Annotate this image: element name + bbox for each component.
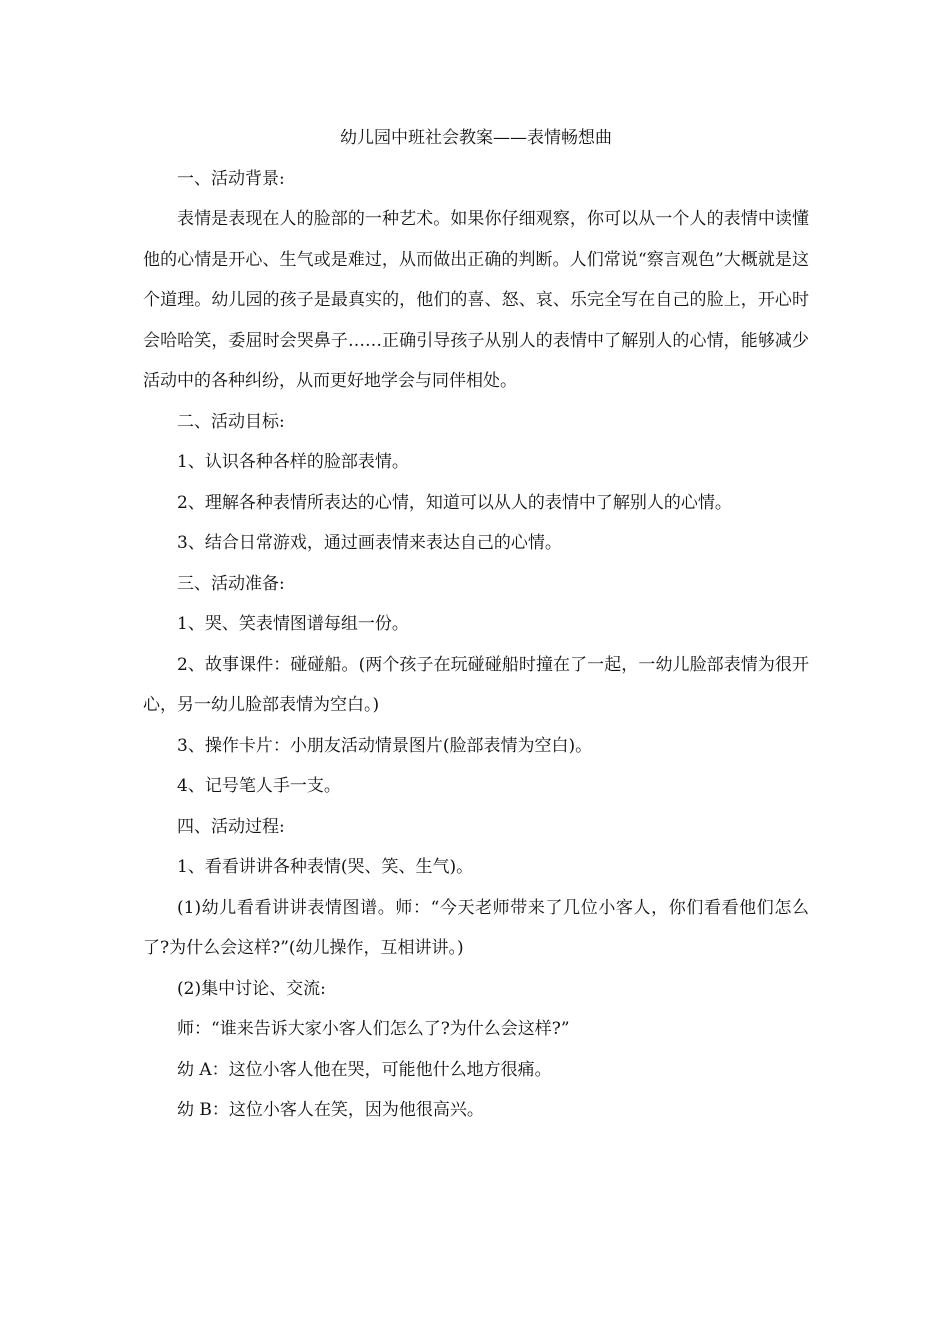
dialogue-teacher: 师：“谁来告诉大家小客人们怎么了?为什么会这样?” (177, 1019, 570, 1039)
section-heading-process: 四、活动过程: (177, 816, 285, 837)
preparation-item-2: 2、故事课件：碰碰船。(两个孩子在玩碰碰船时撞在了一起，一幼儿脸部表情为很开心，另一幼儿脸部表情为空白。) (143, 654, 809, 715)
preparation-item-4: 4、记号笔人手一支。 (177, 776, 341, 796)
goal-item-3: 3、结合日常游戏，通过画表情来表达自己的心情。 (177, 533, 562, 553)
dialogue-child-b: 幼 B：这位小客人在笑，因为他很高兴。 (177, 1100, 484, 1120)
section-heading-goals: 二、活动目标: (177, 411, 285, 432)
section-heading-preparation: 三、活动准备: (177, 573, 285, 594)
process-substep-2: (2)集中讨论、交流: (177, 978, 326, 999)
process-step-1: 1、看看讲讲各种表情(哭、笑、生气)。 (177, 857, 474, 877)
document-page (143, 118, 809, 1131)
section-heading-background: 一、活动背景: (177, 168, 285, 189)
dialogue-child-a: 幼 A：这位小客人他在哭，可能他什么地方很痛。 (177, 1059, 552, 1080)
preparation-item-3: 3、操作卡片：小朋友活动情景图片(脸部表情为空白)。 (177, 735, 593, 756)
background-paragraph: 表情是表现在人的脸部的一种艺术。如果你仔细观察，你可以从一个人的表情中读懂他的心情是开心、生气或是难过，从而做出正确的判断。人们常说“察言观色”大概就是这个道理。幼儿园的孩子是最真实的，他们的喜、怒、哀、乐完全写在自己的脸上，开心时会哈哈笑，委屈时会哭鼻子……正确引导孩子从别人的表情中了解别人的心情，能够减少活动中的各种纠纷，从而更好地学会与同伴相处。 (143, 209, 809, 391)
goal-item-2: 2、理解各种表情所表达的心情，知道可以从人的表情中了解别人的心情。 (177, 492, 732, 513)
preparation-item-1: 1、哭、笑表情图谱每组一份。 (177, 614, 409, 634)
goal-item-1: 1、认识各种各样的脸部表情。 (177, 452, 409, 472)
document-title: 幼儿园中班社会教案——表情畅想曲 (340, 128, 612, 148)
process-substep-1: (1)幼儿看看讲讲表情图谱。师：“今天老师带来了几位小客人，你们看看他们怎么了?为什么会这样?”(幼儿操作，互相讲讲。) (143, 897, 809, 958)
